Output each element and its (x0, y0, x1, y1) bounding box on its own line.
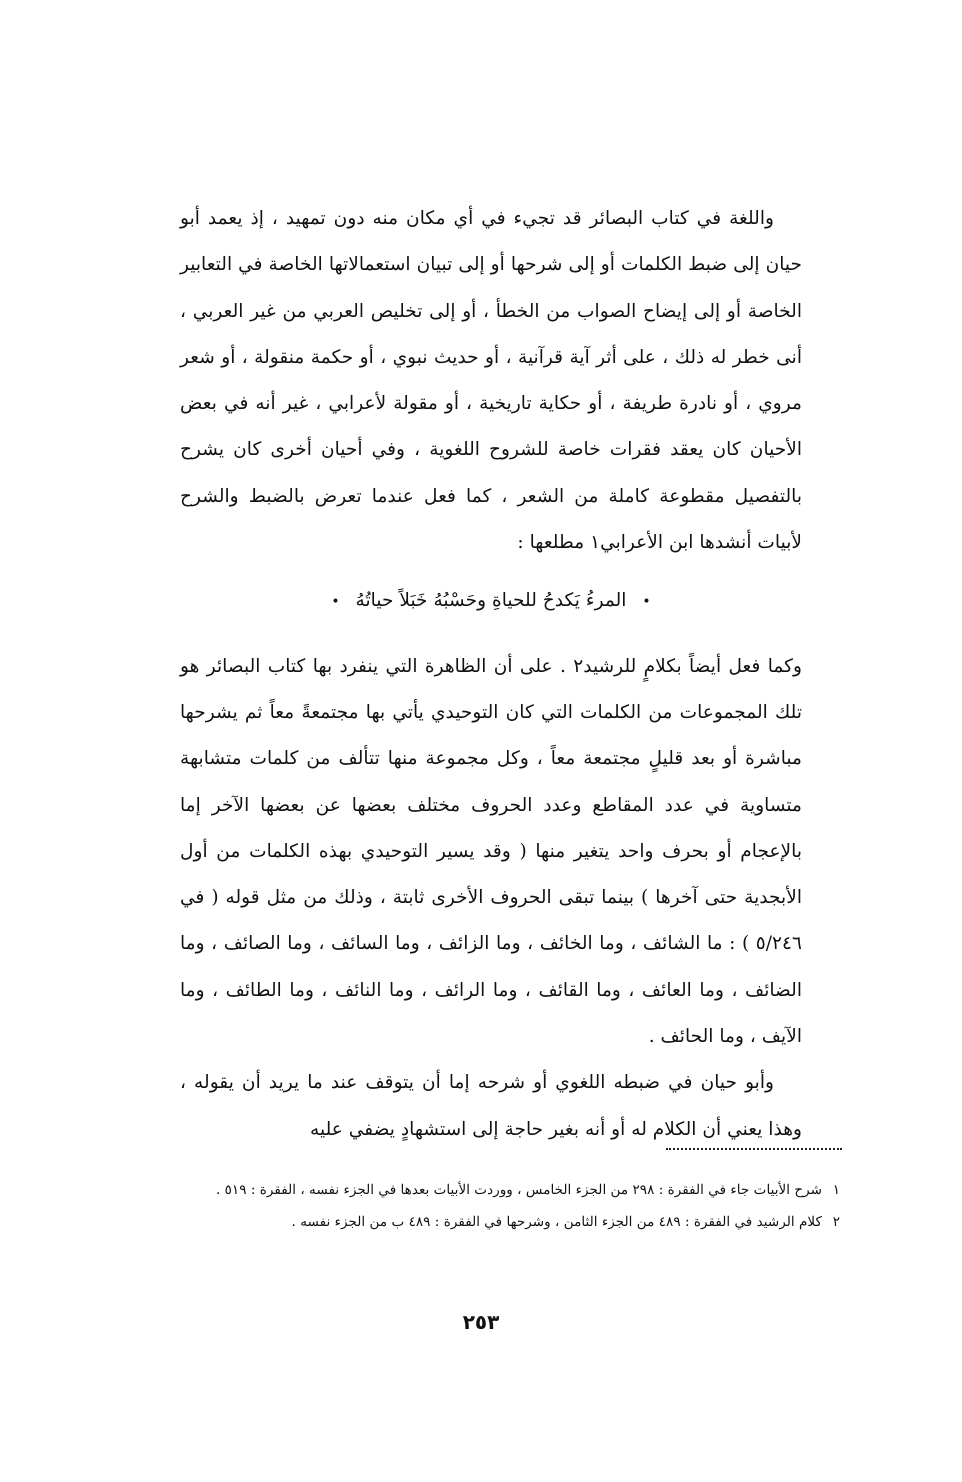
paragraph-2: وكما فعل أيضاً بكلامٍ للرشيد٢ . على أن الظاهرة التي ينفرد بها كتاب البصائر هو تلك المجموعات من الكلمات التي كان التوحيدي يأتي بها مجتمعةً معاً ثم يشرحها مباشرة أو بعد قليلٍ مجتمعة معاً ، وكل مجموعة منها تتألف من كلمات متشابهة متساوية في عدد المقاطع وعدد الحروف مختلف بعضها عن بعضها الآخر إما بالإعجام أو بحرف واحد يتغير منها ( وقد يسير التوحيدي بهذه الكلمات من أول الأبجدية حتى آخرها ) بينما تبقى الحروف الأخرى ثابتة ، وذلك من مثل قوله ( في ٥/٢٤٦ ) : ما الشائف ، وما الخائف ، وما الزائف ، وما السائف ، وما الصائف ، وما الضائف ، وما العائف ، وما القائف ، وما الرائف ، وما النائف ، وما الطائف ، وما الآيف ، وما الحائف . (180, 655, 802, 1048)
footnote-number: ٢ (832, 1214, 840, 1230)
paragraph-3: وأبو حيان في ضبطه اللغوي أو شرحه إما أن يتوقف عند ما يريد أن يقوله ، وهذا يعني أن الكلام له أو أنه بغير حاجة إلى استشهادٍ يضفي عليه (180, 1072, 802, 1140)
paragraph-1: واللغة في كتاب البصائر قد تجيء في أي مكان منه دون تمهيد ، إذ يعمد أبو حيان إلى ضبط الكلمات أو إلى شرحها أو إلى تبيان استعمالاتها الخاصة في التعابير الخاصة أو إلى إيضاح الصواب من الخطأ ، أو إلى تخليص العربي من غير العربي ، أنى خطر له ذلك ، على أثر آية قرآنية ، أو حديث نبوي ، أو حكمة منقولة ، أو شعر مروي ، أو نادرة طريفة ، أو حكاية تاريخية ، أو مقولة لأعرابي ، غير أنه في بعض الأحيان كان يعقد فقرات خاصة للشروح اللغوية ، وفي أحيان أخرى كان يشرح بالتفصيل مقطوعة كاملة من الشعر ، كما فعل عندما تعرض بالضبط والشرح لأبيات أنشدها ابن الأعرابي١ مطلعها : (180, 208, 803, 554)
footnote-separator (666, 1148, 842, 1150)
footnotes (180, 1178, 840, 1242)
footnote-text: شرح الأبيات جاء في الفقرة : ٢٩٨ من الجزء الخامس ، ووردت الأبيات بعدها في الجزء نفسه ، الفقرة : ٥١٩ . (215, 1182, 822, 1198)
verse-text: المرءُ يَكدحُ للحياةِ وحَسْبُهُ خَبَلاً حياتُهُ (355, 590, 627, 612)
footnote-2 (180, 1210, 840, 1234)
footnote-number: ١ (832, 1182, 840, 1198)
page-number: ٢٥٣ (462, 1310, 500, 1334)
footnote-text: كلام الرشيد في الفقرة : ٤٨٩ من الجزء الثامن ، وشرحها في الفقرة : ٤٨٩ ب من الجزء نفسه . (291, 1214, 822, 1230)
verse-mark-end: • (331, 594, 340, 611)
footnote-1 (180, 1178, 840, 1202)
verse-mark-start: • (642, 594, 651, 611)
verse-line (180, 578, 802, 625)
main-text (180, 196, 802, 1153)
